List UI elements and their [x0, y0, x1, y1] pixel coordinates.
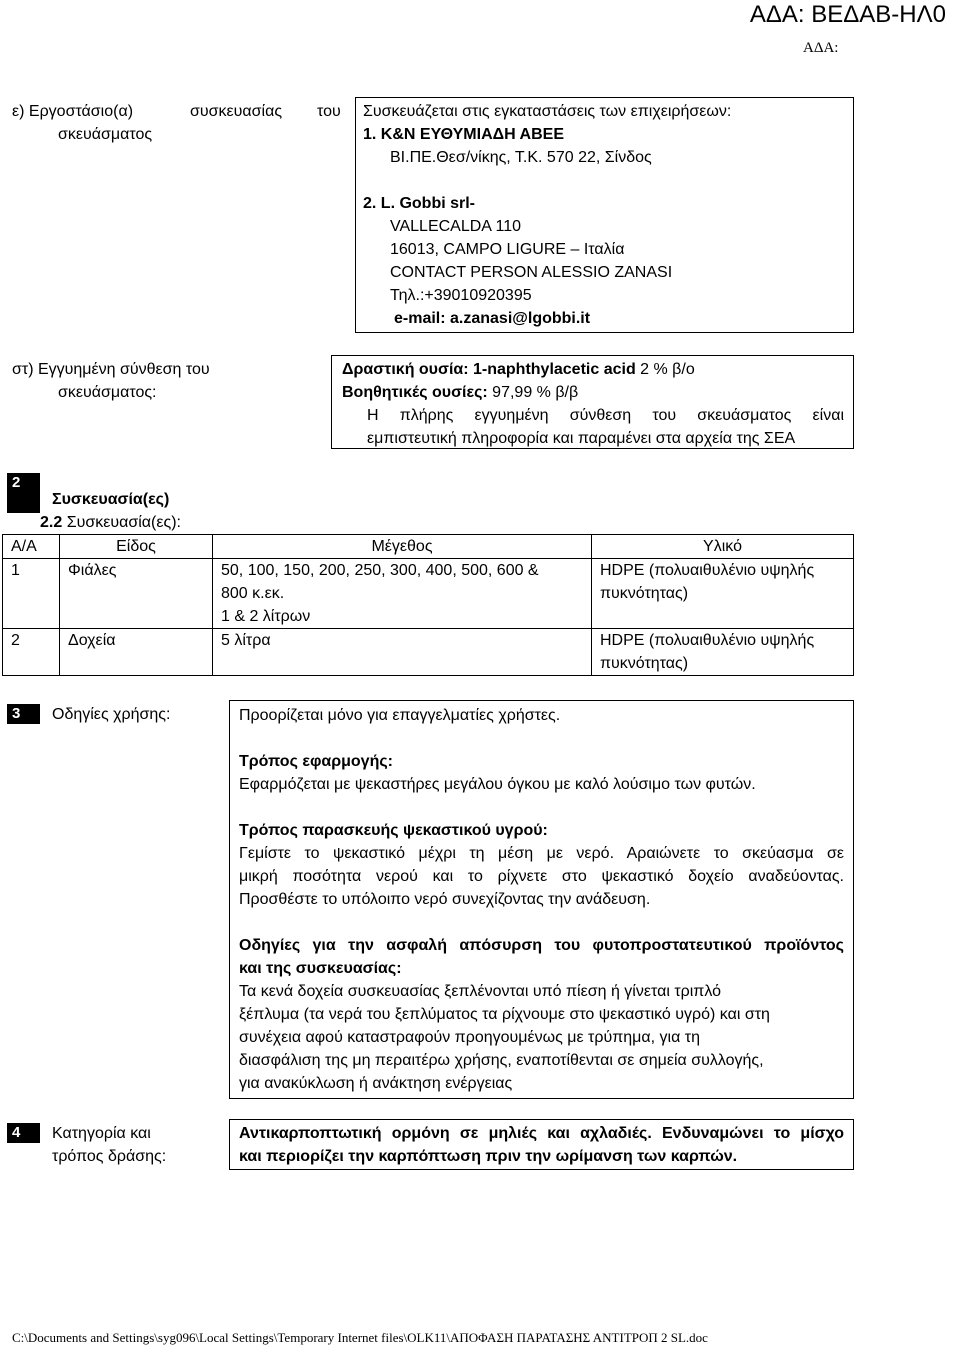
section-e-label-2: συσκευασίας [190, 103, 283, 120]
row1-size-line2: 800 κ.εκ. [221, 585, 285, 602]
section-4-box [229, 1119, 854, 1170]
row1-size [213, 559, 592, 629]
active-substance-line [342, 358, 695, 381]
section-e-box [355, 97, 854, 333]
row1-size-line1: 50, 100, 150, 200, 250, 300, 400, 500, 600 & [221, 562, 539, 579]
professional-use-line: Προορίζεται μόνο για επαγγελματίες χρήστες. [239, 707, 561, 724]
section-e-email: e-mail: a.zanasi@lgobbi.it [394, 310, 591, 327]
table-row [3, 629, 854, 676]
section-4-label-2: τρόπος δράσης: [52, 1148, 167, 1165]
disposal-line-4: διασφάλιση της μη περαιτέρω χρήσης, εναποτίθενται σε σημεία συλλογής, [239, 1052, 764, 1069]
section-3-number: 3 [7, 704, 40, 724]
disposal-line-3: συνέχεια αφού καταστραφούν προηγουμένως με τρύπημα, για τη [239, 1029, 700, 1046]
row2-size: 5 λίτρα [213, 629, 592, 676]
row2-type: Δοχεία [60, 629, 213, 676]
row2-no: 2 [3, 629, 60, 676]
row2-material [592, 629, 854, 676]
section-st-label-2: σκευάσματος: [58, 384, 157, 401]
section-e-company-1: 1. K&N ΕΥΘΥΜΙΑΔΗ ΑΒΕΕ [363, 126, 564, 143]
section-e-company-2: 2. L. Gobbi srl- [363, 195, 476, 212]
section-2-title: Συσκευασία(ες) [52, 491, 170, 508]
row2-material-line1: HDPE (πολυαιθυλένιο υψηλής [600, 632, 815, 649]
row1-material-line2: πυκνότητας) [600, 585, 689, 602]
disposal-line-2: ξέπλυμα (τα νερά του ξεπλύματος τα ρίχνουμε στο ψεκαστικό υγρό) και στη [239, 1006, 770, 1023]
prep-line-1: Γεμίστε το ψεκαστικό μέχρι τη μέση με νερό. Αραιώνετε το σκεύασμα σε [239, 845, 844, 862]
section-e-label-1: ε) Εργοστάσιο(α) [12, 103, 134, 120]
section-2-2-num: 2.2 [40, 514, 63, 531]
aux-substance-line [342, 381, 578, 404]
section-st-box [331, 355, 854, 449]
section-e-phone: Τηλ.:+39010920395 [390, 287, 532, 304]
section-e-intro: Συσκευάζεται στις εγκαταστάσεις των επιχειρήσεων: [363, 103, 732, 120]
table-header-type: Είδος [60, 535, 213, 559]
section-e-address-2: VALLECALDA 110 [390, 218, 522, 235]
table-row [3, 559, 854, 629]
active-substance-value: 2 % β/ο [635, 361, 695, 378]
row1-material-line1: HDPE (πολυαιθυλένιο υψηλής [600, 562, 815, 579]
page-header-ada: ΑΔΑ: ΒΕΔΑΒ-ΗΛ0 [749, 1, 946, 28]
packaging-table [2, 534, 854, 676]
prep-title: Τρόπος παρασκευής ψεκαστικού υγρού: [239, 822, 548, 839]
disposal-line-5: για ανακύκλωση ή ανάκτηση ενέργειας [239, 1075, 513, 1092]
disposal-line-1: Τα κενά δοχεία συσκευασίας ξεπλένονται υπό πίεση ή γίνεται τριπλό [239, 983, 721, 1000]
table-header-material: Υλικό [592, 535, 854, 559]
section-2-2-title: Συσκευασία(ες): [62, 514, 181, 531]
row1-size-line3: 1 & 2 λίτρων [221, 608, 311, 625]
aux-substance-value: 97,99 % β/β [487, 384, 579, 401]
section-e-address-1: ΒΙ.ΠΕ.Θεσ/νίκης, Τ.Κ. 570 22, Σίνδος [390, 149, 652, 166]
application-text: Εφαρμόζεται με ψεκαστήρες μεγάλου όγκου με καλό λούσιμο των φυτών. [239, 776, 756, 793]
composition-note-1: Η πλήρης εγγυημένη σύνθεση του σκευάσματος είναι [367, 407, 844, 424]
section-e-label-3: του [317, 103, 341, 120]
section-4-label-1: Κατηγορία και [52, 1125, 151, 1142]
section-2-number: 2 [7, 473, 40, 513]
prep-line-3: Προσθέστε το υπόλοιπο νερό συνεχίζοντας την ανάδευση. [239, 891, 651, 908]
application-title: Τρόπος εφαρμογής: [239, 753, 393, 770]
table-header-size: Μέγεθος [213, 535, 592, 559]
prep-line-2: μικρή ποσότητα νερού και το ρίχνετε στο ψεκαστικό δοχείο αναδεύοντας. [239, 868, 844, 885]
action-text-1: Αντικαρποπτωτική ορμόνη σε μηλιές και αχλαδιές. Ενδυναμώνει το μίσχο [239, 1125, 844, 1142]
section-4-number: 4 [7, 1123, 40, 1143]
section-2-2-heading [40, 511, 181, 534]
action-text-2: και περιορίζει την καρπόπτωση πριν την ωρίμανση των καρπών. [239, 1148, 738, 1165]
active-substance-label: Δραστική ουσία: 1-naphthylacetic acid [342, 361, 636, 378]
row2-material-line2: πυκνότητας) [600, 655, 689, 672]
section-3-box [229, 700, 854, 1099]
aux-substance-label: Βοηθητικές ουσίες: [342, 384, 488, 401]
row1-no: 1 [3, 559, 60, 629]
disposal-title-2: και της συσκευασίας: [239, 960, 402, 977]
section-3-label: Οδηγίες χρήσης: [52, 706, 171, 723]
row1-material [592, 559, 854, 629]
section-e-label-4: σκευάσματος [58, 126, 153, 143]
section-e-address-3: 16013, CAMPO LIGURE – Ιταλία [390, 241, 625, 258]
composition-note-2: εμπιστευτική πληροφορία και παραμένει στα αρχεία της ΣΕΑ [367, 430, 796, 447]
row1-type: Φιάλες [60, 559, 213, 629]
footer-file-path: C:\Documents and Settings\syg096\Local Settings\Temporary Internet files\OLK11\ΑΠΟΦΑΣΗ ΠΑΡΑΤΑΣΗΣ ΑΝΤΙΤΡΟΠ 2 SL.doc [12, 1330, 708, 1345]
section-e-contact: CONTACT PERSON ALESSIO ZANASI [390, 264, 673, 281]
disposal-title-1: Οδηγίες για την ασφαλή απόσυρση του φυτοπροστατευτικού προϊόντος [239, 937, 844, 954]
table-header-no: Α/Α [3, 535, 60, 559]
table-header-row [3, 535, 854, 559]
section-st-label-1: στ) Εγγυημένη σύνθεση του [12, 361, 210, 378]
page-header-ada-small: ΑΔΑ: [803, 40, 839, 56]
